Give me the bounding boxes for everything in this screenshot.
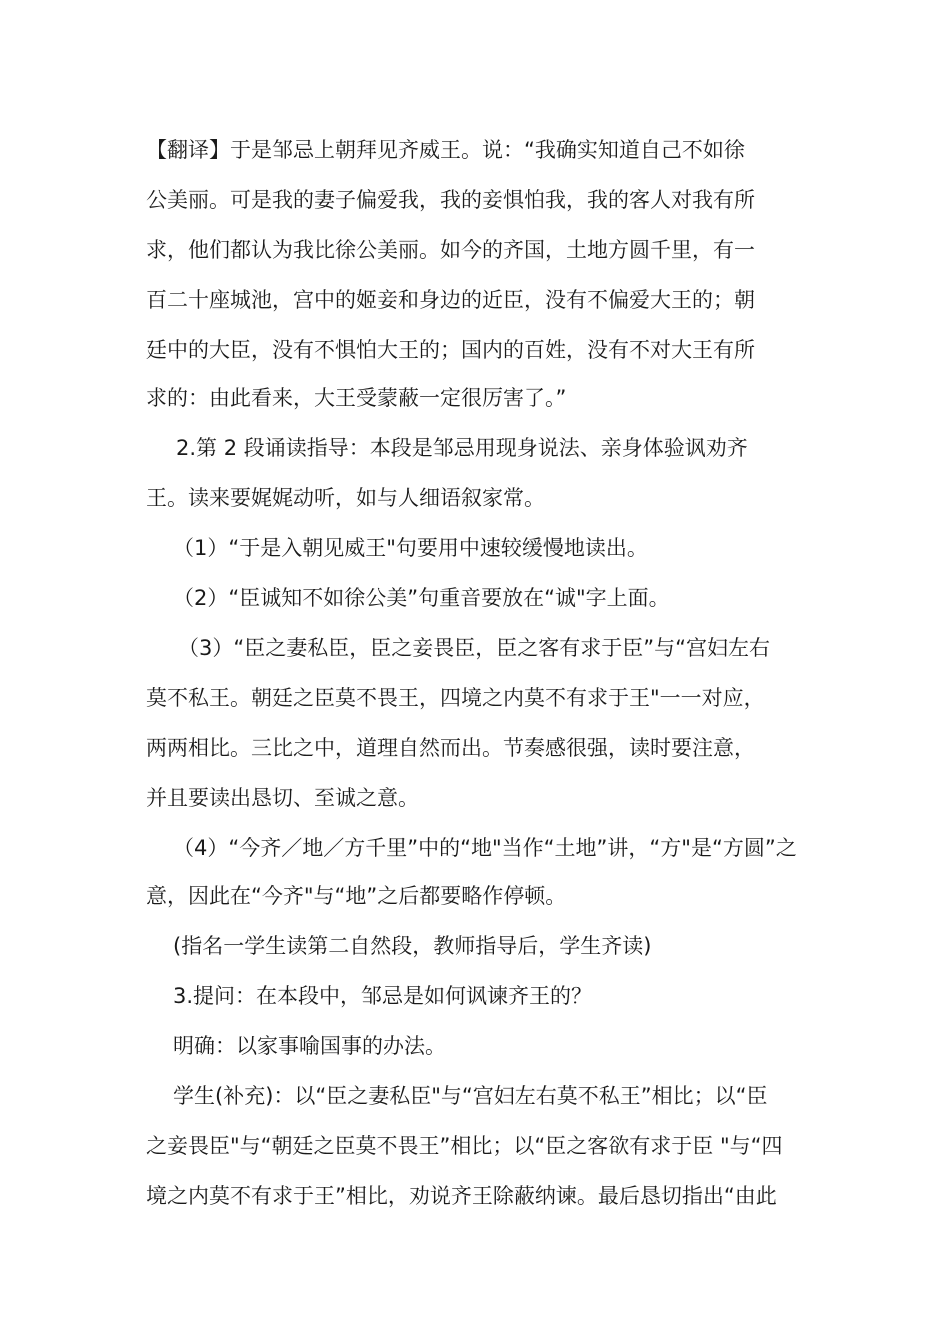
text-line-20: 学生(补充)：以“臣之妻私臣"与“宫妇左右莫不私王”相比；以“臣 [173, 1084, 768, 1108]
text-line-3: 求，他们都认为我比徐公美丽。如今的齐国，土地方圆千里，有一 [146, 238, 755, 262]
text-line-22: 境之内莫不有求于王”相比，劝说齐王除蔽纳谏。最后恳切指出“由此 [146, 1184, 777, 1208]
text-line-13: 两两相比。三比之中，道理自然而出。节奏感很强，读时要注意， [146, 736, 755, 760]
text-line-6: 求的：由此看来，大王受蒙蔽一定很厉害了。” [146, 386, 567, 410]
text-line-5: 廷中的大臣，没有不惧怕大王的；国内的百姓，没有不对大王有所 [146, 338, 755, 362]
text-line-17: (指名一学生读第二自然段，教师指导后，学生齐读) [173, 934, 652, 958]
text-line-14: 并且要读出恳切、至诚之意。 [146, 786, 419, 810]
text-line-1: 【翻译】于是邹忌上朝拜见齐威王。说：“我确实知道自己不如徐 [146, 138, 745, 162]
text-line-7: 2.第 2 段诵读指导：本段是邹忌用现身说法、亲身体验讽劝齐 [176, 436, 748, 460]
text-line-2: 公美丽。可是我的妻子偏爱我，我的妾惧怕我，我的客人对我有所 [146, 188, 755, 212]
text-line-18: 3.提问：在本段中，邹忌是如何讽谏齐王的？ [173, 984, 593, 1008]
text-line-11: （3）“臣之妻私臣，臣之妾畏臣，臣之客有求于臣”与“宫妇左右 [178, 636, 770, 660]
text-line-8: 王。读来要娓娓动听，如与人细语叙家常。 [146, 486, 545, 510]
text-line-9: （1）“于是入朝见威王"句要用中速较缓慢地读出。 [173, 536, 648, 560]
text-line-16: 意，因此在“今齐"与“地”之后都要略作停顿。 [146, 884, 567, 908]
text-line-21: 之妾畏臣"与“朝廷之臣莫不畏王”相比；以“臣之客欲有求于臣 "与“四 [146, 1134, 783, 1158]
text-line-19: 明确：以家事喻国事的办法。 [173, 1034, 446, 1058]
text-line-10: （2）“臣诚知不如徐公美”句重音要放在“诚"字上面。 [173, 586, 670, 610]
text-line-12: 莫不私王。朝廷之臣莫不畏王，四境之内莫不有求于王"一一对应， [146, 686, 765, 710]
text-line-15: （4）“今齐／地／方千里”中的“地"当作“土地”讲，“方"是“方圆”之 [173, 836, 797, 860]
text-line-4: 百二十座城池，宫中的姬妾和身边的近臣，没有不偏爱大王的；朝 [146, 288, 755, 312]
